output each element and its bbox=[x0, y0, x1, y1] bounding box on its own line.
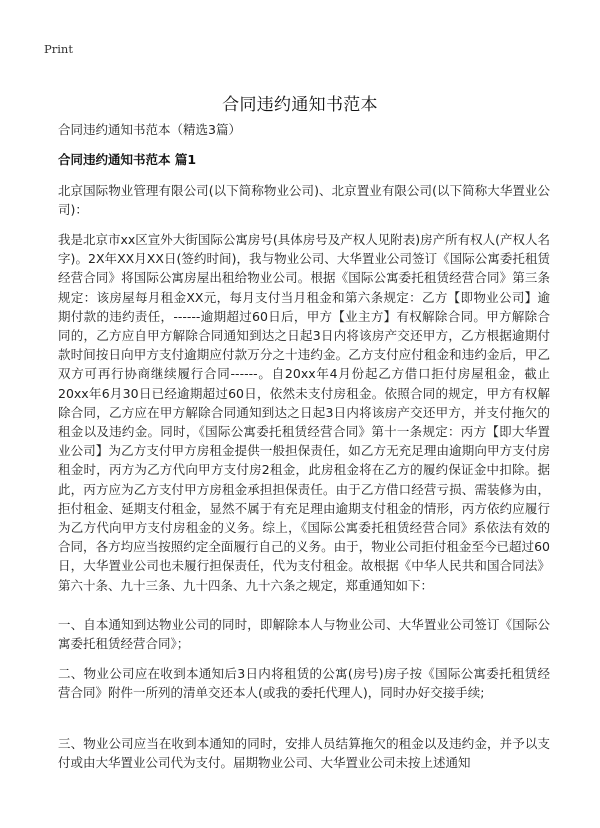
notice-item-3: 三、物业公司应当在收到本通知的同时，安排人员结算拖欠的租金以及违约金，并予以支付或由大华置业公司代为支付。届期物业公司、大华置业公司未按上述通知 bbox=[58, 736, 550, 771]
document-title: 合同违约通知书范本 bbox=[222, 95, 378, 116]
notice-item-2: 二、物业公司应在收到本通知后3日内将租赁的公寓(房号)房子按《国际公寓委托租赁经营合同》附件一所列的清单交还本人(或我的委托代理人)，同时办好交接手续; bbox=[58, 666, 550, 701]
main-paragraph: 我是北京市xx区宣外大街国际公寓房号(具体房号及产权人见附表)房产所有权人(产权人名字)。2X年XX月XX日(签约时间)，我与物业公司、大华置业公司签订《国际公寓委托租赁经营合同》将国际公寓房屋出租给物业公司。根据《国际公寓委托租赁经营合同》第三条规定：该房屋每月租金XX元，每月支付当月租金和第六条规定：乙方【即物业公司】逾期付款的违约责任，------逾期超过60日后，甲方【业主方】有权解除合同。甲方解除合同的，乙方应自甲方解除合同通知到达之日起3日内将该房产交还甲方，乙方根据逾期付款时间按日向甲方支付逾期应付款万分之十违约金。乙方支付应付租金和违约金后，甲乙双方可再行协商继续履行合同------。自20xx年4月份起乙方借口拒付房屋租金，截止20xx年6月30日已经逾期超过60日，依然未支付房租金。依照合同的规定，甲方有权解除合同，乙方应在甲方解除合同通知到达之日起3日内将该房产交还甲方，并支付拖欠的租金以及违约金。同时，《国际公寓委托租赁经营合同》第十一条规定：丙方【即大华置业公司】为乙方支付甲方房租金提供一般担保责任，如乙方无充足理由逾期向甲方支付房租金时，丙方为乙方代向甲方支付房2租金，此房租金将在乙方的履约保证金中扣除。据此，丙方应为乙方支付甲方房租金承担担保责任。由于乙方借口经营亏损、需装修为由，拒付租金、延期支付租金，显然不属于有充足理由逾期支付租金的情形，丙方依约应履行为乙方代向甲方支付房租金的义务。综上，《国际公寓委托租赁经营合同》系依法有效的合同，各方均应当按照约定全面履行自己的义务。由于，物业公司拒付租金至今已超过60日，大华置业公司也未履行担保责任，代为支付租金。故根据《中华人民共和国合同法》第六十条、九十三条、九十四条、九十六条之规定，郑重通知如下： bbox=[58, 232, 550, 593]
document-subtitle: 合同违约通知书范本（精选3篇） bbox=[58, 122, 241, 137]
addressee-paragraph: 北京国际物业管理有限公司(以下简称物业公司)、北京置业有限公司(以下简称大华置业公司)： bbox=[58, 183, 550, 218]
print-label[interactable]: Print bbox=[44, 42, 73, 56]
notice-item-1: 一、自本通知到达物业公司的同时，即解除本人与物业公司、大华置业公司签订《国际公寓委托租赁经营合同》； bbox=[58, 617, 550, 652]
section-heading: 合同违约通知书范本 篇1 bbox=[58, 152, 197, 167]
